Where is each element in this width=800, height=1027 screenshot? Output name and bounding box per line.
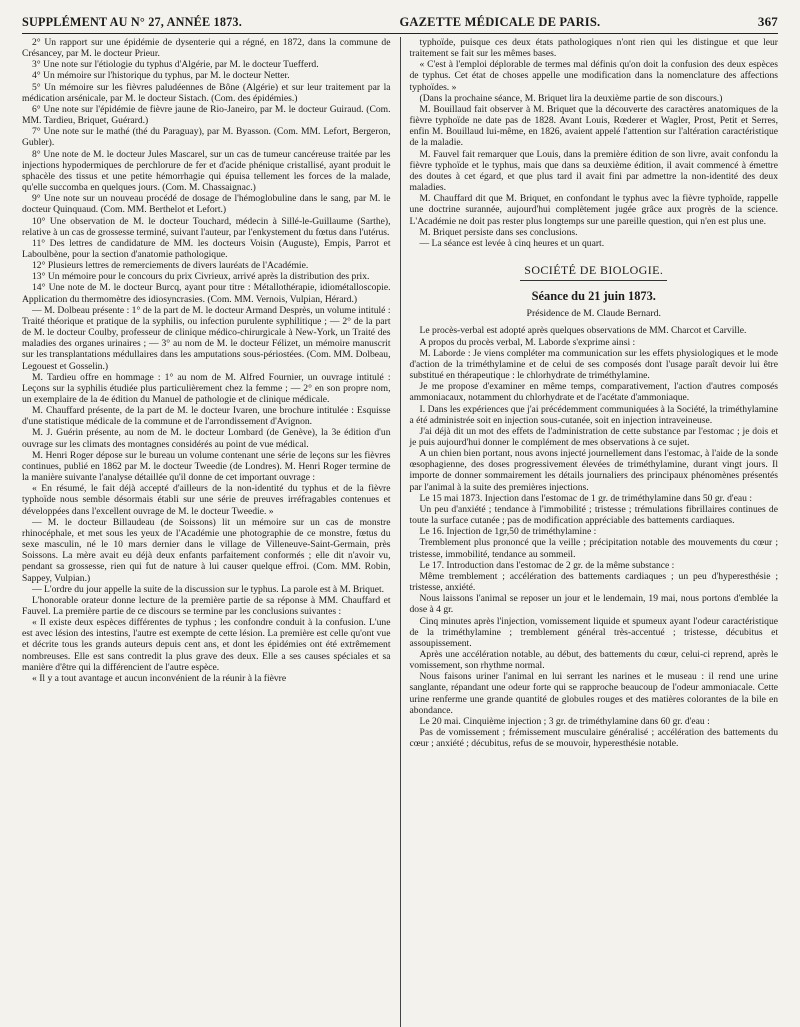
section-divider [520, 280, 667, 281]
paragraph: « Il y a tout avantage et aucun inconvénient de la réunir à la fièvre [32, 672, 287, 684]
paragraph: Même tremblement ; accélération des battements cardiaques ; un peu d'hyperesthésie ; tristesse, anxiété. [409, 570, 778, 594]
paragraph: 4° Un mémoire sur l'historique du typhus, par M. le docteur Netter. [32, 70, 290, 82]
biology-society-report [410, 325, 779, 749]
academy-discussion [410, 37, 779, 249]
paragraph: I. Dans les expériences que j'ai précédemment communiquées à la Société, la triméthylamine a été administrée soit en injection sous-cutanée, soit en injection intraveineuse. [409, 403, 778, 426]
paragraph: 9° Une note sur un nouveau procédé de dosage de l'hémoglobuline dans le sang, par M. le docteur Quinquaud. (Com. MM. Berthelot et Lefort.) [22, 193, 391, 216]
page-number: 367 [757, 14, 778, 29]
paragraph: 13° Un mémoire pour le concours du prix Civrieux, arrivé après la distribution des prix. [32, 271, 370, 283]
paragraph: Après une accélération notable, au début, des battements du cœur, celui-ci reprend, après le vomissement, son rhythme normal. [409, 648, 778, 672]
paragraph: 10° Une observation de M. le docteur Touchard, médecin à Sillé-le-Guillaume (Sarthe), relative à un cas de grossesse terminé, suivant l'auteur, par l'enkystement du fœtus dans l'utérus. [22, 215, 391, 238]
paragraph: 11° Des lettres de candidature de MM. les docteurs Voisin (Auguste), Empis, Parrot et Laboulbène, pour la section d'anatomie pathologique. [22, 237, 391, 260]
paragraph: 14° Une note de M. le docteur Burcq, ayant pour titre : Métallothérapie, idiométalloscopie. Application du thermomètre des idiosyncrasies. (Com. MM. Vernois, Vulpian, Hérard.) [22, 282, 391, 305]
paragraph: M. J. Guérin présente, au nom de M. le docteur Lombard (de Genève), la 3e édition d'un ouvrage sur les climats des montagnes considérés au point de vue médical. [22, 427, 391, 450]
paragraph: Nous laissons l'animal se reposer un jour et le lendemain, 19 mai, nous portons d'emblée la dose à 4 gr. [409, 593, 778, 616]
paragraph: M. Tardieu offre en hommage : 1° au nom de M. Alfred Fournier, un ouvrage intitulé : Leçons sur la syphilis étudiée plus particulièrement chez la femme ; — 2° en son propre nom, un exemplaire de la 4e édition du Manuel de pathologie et de clinique médicale. [22, 371, 391, 405]
paragraph: Le 15 mai 1873. Injection dans l'estomac de 1 gr. de triméthylamine dans 50 gr. d'eau : [419, 492, 752, 504]
paragraph: Je me propose d'examiner en même temps, comparativement, l'action d'autres composés ammoniacaux, notamment du chlorhydrate et de l'acétate d'ammoniaque. [409, 381, 778, 404]
right-column [400, 37, 779, 1027]
paragraph: 2° Un rapport sur une épidémie de dysenterie qui a régné, en 1872, dans la commune de Crésancey, par M. le docteur Prieur. [22, 37, 391, 60]
header-supplement: SUPPLÉMENT AU N° 27, ANNÉE 1873. [22, 15, 242, 29]
paragraph: « Il existe deux espèces différentes de typhus ; les confondre conduit à la confusion. L'une est avec lésion des intestins, l'autre est exempte de cette lésion. La première est celle qu'ont vue et décrite tous les grands auteurs depuis cent ans, et dont les épidémies ont été extrêmement nombreuses. Elle est sans contredit la plus grave des deux. Elle a ses causes spéciales et sa manière d'être qui la différencient de l'autre espèce. [22, 617, 391, 673]
presidence-line: Présidence de M. Claude Bernard. [526, 308, 661, 320]
paragraph: M. Chauffard dit que M. Briquet, en confondant le typhus avec la fièvre typhoïde, rappelle une doctrine surannée, aujourd'hui complètement jugée grâce aux progrès de la science. L'Académie ne doit pas rester plus longtemps sur une pareille question, qui n'en est plus une. [409, 193, 778, 227]
paragraph: Un peu d'anxiété ; tendance à l'immobilité ; tristesse ; trémulations fibrillaires continues de toute la surface cutanée ; pas de modification appréciable des battements cardiaques. [409, 503, 778, 527]
seance-heading: Séance du 21 juin 1873. [531, 289, 656, 304]
paragraph: 7° Une note sur le mathé (thé du Paraguay), par M. Byasson. (Com. MM. Lefort, Bergeron, Gubler). [22, 126, 391, 149]
paragraph: M. Briquet persiste dans ses conclusions. [419, 226, 578, 238]
paragraph: 6° Une note sur l'épidémie de fièvre jaune de Rio-Janeiro, par M. le docteur Guiraud. (Com. MM. Tardieu, Briquet, Guérard.) [22, 103, 391, 127]
paragraph: 12° Plusieurs lettres de remerciements de divers lauréats de l'Académie. [32, 260, 309, 272]
paragraph: (Dans la prochaine séance, M. Briquet lira la deuxième partie de son discours.) [419, 92, 723, 104]
paragraph: M. Fauvel fait remarquer que Louis, dans la première édition de son livre, avait confondu la fièvre typhoïde et le typhus, mais que dans sa deuxième édition, il avait commencé à émettre des doutes à cet égard, et que plus tard il avait fini par admettre la non-identité des deux maladies. [409, 148, 778, 194]
paragraph: « C'est à l'emploi déplorable de termes mal définis qu'on doit la confusion des deux espèces de typhus. Cet état de choses appelle une modification dans la nomenclature des affections typhoïdes. » [409, 59, 778, 93]
paragraph: A propos du procès verbal, M. Laborde s'exprime ainsi : [419, 336, 636, 348]
left-column [22, 37, 400, 1027]
paragraph: Pas de vomissement ; frémissement musculaire généralisé ; accélération des battements du cœur ; anxiété ; décubitus, refus de se mouvoir, hyperesthésie notable. [409, 727, 778, 750]
society-title: SOCIÉTÉ DE BIOLOGIE. [524, 262, 664, 277]
paragraph: — La séance est levée à cinq heures et un quart. [419, 237, 605, 249]
page-header [22, 14, 778, 34]
paragraph: typhoïde, puisque ces deux états pathologiques n'ont rien qui les distingue et que leur traitement se fait sur les mêmes bases. [409, 37, 778, 60]
paragraph: M. Henri Roger dépose sur le bureau un volume contenant une série de leçons sur les fièvres continues, publié en 1862 par M. le docteur Tweedie (de Londres). M. Henri Roger termine de la manière suivante l'analyse détaillée qu'il donne de cet important ouvrage : [22, 449, 391, 484]
two-column-body [22, 37, 778, 1027]
paragraph: Le 17. Introduction dans l'estomac de 2 gr. de la même substance : [419, 559, 675, 571]
paragraph: — M. le docteur Billaudeau (de Soissons) lit un mémoire sur un cas de monstre rhinocéphale, et met sous les yeux de l'Académie une photographie de ce monstre, fœtus du sexe masculin, né le 10 mars dernier dans le village de Villeneuve-Saint-Germain, près Soissons. La mère avait eu déjà deux enfants parfaitement conformés ; elle dit n'avoir vu, pendant sa grossesse, rien qui fut de nature à lui causer quelque effroi. (Com. MM. Robin, Sappey, Vulpian.) [22, 516, 391, 584]
paragraph: Le 16. Injection de 1gr,50 de triméthylamine : [419, 526, 597, 538]
paragraph: M. Bouillaud fait observer à M. Briquet que la découverte des caractères anatomiques de la fièvre typhoïde ne date pas de 1828. Avant Louis, Rœderer et Wagler, Prost, Petit et Serres, enfin M. Bouillaud lui-même, en 1826, avaient appelé l'attention sur l'altération caractéristique de la maladie. [409, 103, 778, 149]
paragraph: — M. Dolbeau présente : 1° de la part de M. le docteur Armand Desprès, un volume intitulé : Traité théorique et pratique de la syphilis, ou infection purulente syphilitique ; — 2° de la part de M. le docteur Coulby, professeur de clinique médico-chirurgicale à New-York, un Traité des maladies des organes urinaires ; — 3° au nom de M. le docteur Félizet, un mémoire manuscrit sur les transplantations médullaires dans les amputations sous-périostées. (Com. MM. Dolbeau, Legouest et Gosselin.) [22, 304, 391, 372]
paragraph: Cinq minutes après l'injection, vomissement liquide et spumeux ayant l'odeur caractéristique de la triméthylamine ; tremblement général très-accentué ; tristesse, décubitus et assoupissement. [409, 615, 778, 649]
paragraph: Nous faisons uriner l'animal en lui serrant les narines et le museau : il rend une urine sanglante, répandant une odeur forte qui se rapproche beaucoup de l'odeur ammoniacale. Cette urine renferme une grande quantité de globules rouges et des matières colorantes de la bile en abondance. [409, 671, 778, 716]
paragraph: 5° Un mémoire sur les fièvres paludéennes de Bône (Algérie) et sur leur traitement par la médication arsénicale, par M. le docteur Sistach. (Com. des épidémies.) [22, 81, 391, 104]
paragraph: Tremblement plus prononcé que la veille ; précipitation notable des mouvements du cœur ; tristesse, immobilité, tendance au sommeil. [409, 537, 778, 560]
paragraph: A un chien bien portant, nous avons injecté journellement dans l'estomac, à l'aide de la sonde œsophagienne, des doses progressivement élevées de triméthylamine, durant vingt jours. Il importe de donner sommairement les détails journaliers des principaux phénomènes présentés par l'animal à la suite des premières injections. [409, 448, 778, 493]
paragraph: 3° Une note sur l'étiologie du typhus d'Algérie, par M. le docteur Tuefferd. [32, 59, 319, 71]
paragraph: 8° Une note de M. le docteur Jules Mascarel, sur un cas de tumeur cancéreuse traitée par les injections hypodermiques de perchlorure de fer et d'acide phénique cristallisé, ayant produit le sphacèle des tissus et une petite hémorrhagie qui épuisa tellement les forces de la malade, qu'elle succomba en quelques jours. (Com. M. Chassaignac.) [22, 148, 391, 194]
paragraph: « En résumé, le fait déjà accepté d'ailleurs de la non-identité du typhus et de la fièvre typhoïde nous semble désormais établi sur une série de preuves irréfragables contenues et développées dans l'excellent ouvrage de M. le docteur Tweedie. » [22, 483, 391, 517]
paragraph: — L'ordre du jour appelle la suite de la discussion sur le typhus. La parole est à M. Briquet. [32, 583, 385, 595]
paragraph: M. Laborde : Je viens compléter ma communication sur les effets physiologiques et le mode d'action de la triméthylamine et de celui de ses composés dont l'usage paraît devoir lui être substitué en thérapeutique : le chlorhydrate de triméthylamine. [409, 347, 778, 382]
header-journal-title: GAZETTE MÉDICALE DE PARIS. [399, 15, 601, 29]
paragraph: Le procès-verbal est adopté après quelques observations de MM. Charcot et Carville. [419, 325, 747, 337]
paragraph: Le 20 mai. Cinquième injection ; 3 gr. de triméthylamine dans 60 gr. d'eau : [419, 715, 710, 727]
paragraph: J'ai déjà dit un mot des effets de l'administration de cette substance par l'estomac ; je dois et je puis aujourd'hui donner le complément de mes observations à ce sujet. [409, 425, 778, 448]
paragraph: L'honorable orateur donne lecture de la première partie de sa réponse à MM. Chauffard et Fauvel. La première partie de ce discours se termine par les conclusions suivantes : [22, 594, 391, 617]
paragraph: M. Chauffard présente, de la part de M. le docteur Ivaren, une brochure intitulée : Esquisse d'une statistique médicale de la commune et de l'arrondissement d'Avignon. [22, 405, 391, 428]
